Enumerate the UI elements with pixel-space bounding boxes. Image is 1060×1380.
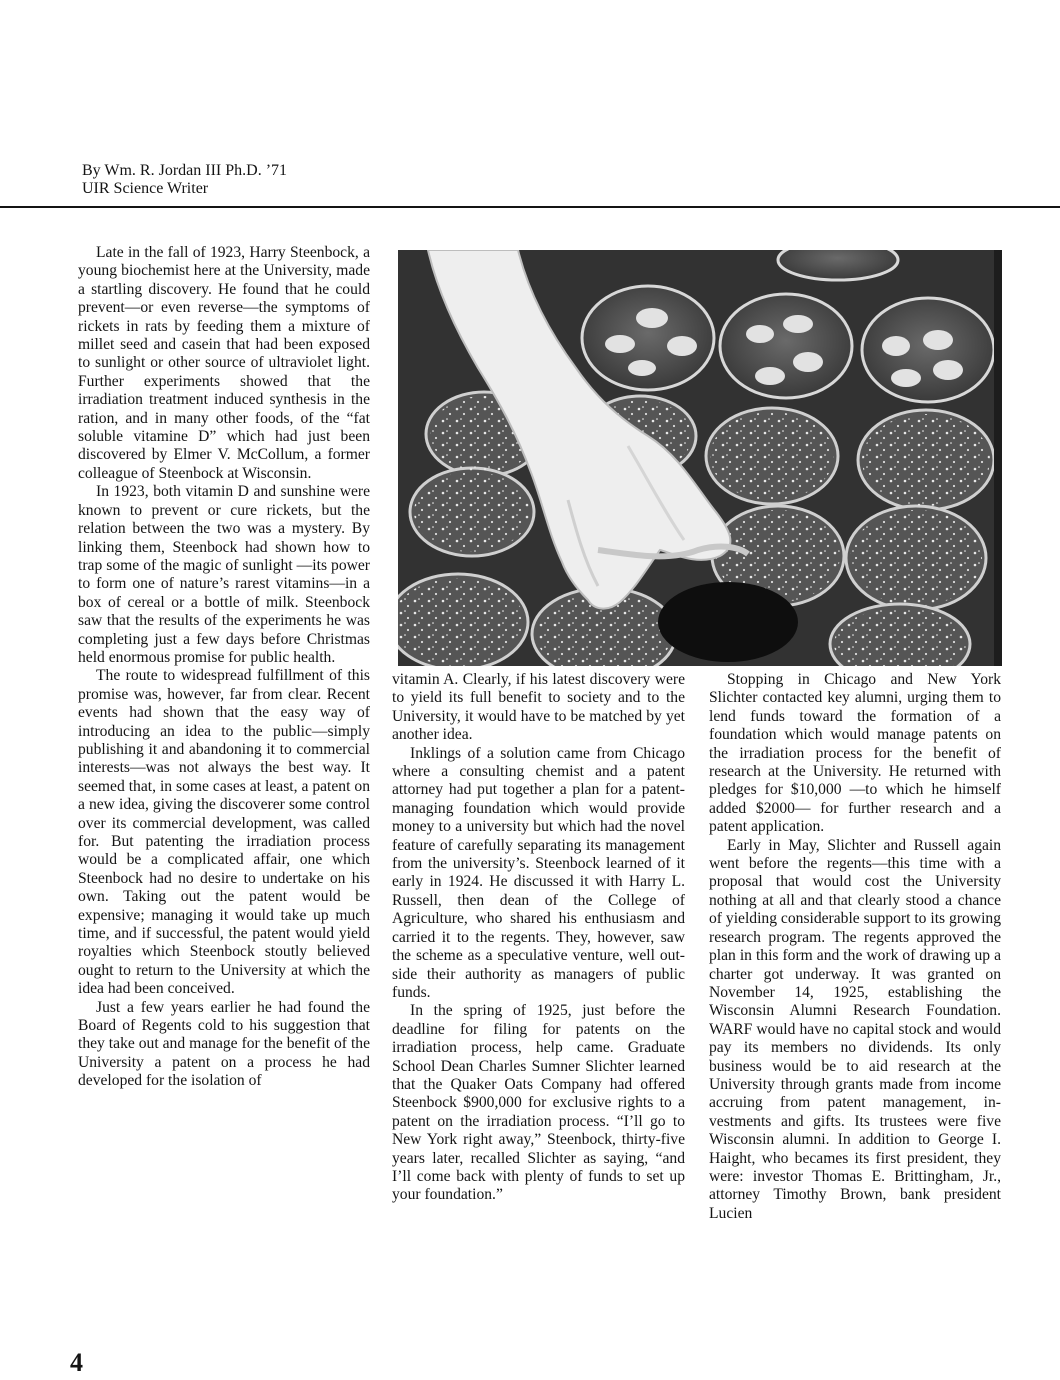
paragraph: Stopping in Chicago and New York Slichter contacted key alumni, urging them to lend funds toward the formation of a foundation which would manage patents on the irradiation process for the benefit of research at the University. He returned with pledges for $10,000 —to which he himself added $2000— for further research and a patent application. <box>709 671 1001 836</box>
paragraph: Just a few years earlier he had found the Board of Regents cold to his suggestion that they take out and manage for the benefit of the University a patent on a process he had developed for the isolation of <box>78 998 370 1090</box>
paragraph: Late in the fall of 1923, Harry Steenbock, a young biochemist here at the University, made a startling discovery. He found that he could prevent—or even reverse—the symptoms of rickets in rats by feeding them a mixture of millet seed and casein that had been exposed to sunlight or other source of ultraviolet light. Further experiments showed that the irradiation treatment induced synthesis in the ration, and in many other foods, of the “fat soluble vitamine D” which had just been discovered by Elmer V. McCollum, a former colleague of Steenbock at Wisconsin. <box>78 244 370 482</box>
paragraph: The route to widespread fulfillment of this promise was, however, far from clear. Recent events had shown that the easy way of introducing an idea to the public—simply publishing it and abandoning it to commercial interests—was not always the best way. It seemed that, in some cases at least, a patent on a new idea, giving the discoverer some control over its commercial development, was called for. But patenting the irradiation process would be a complicated affair, one which Steenbock had no desire to undertake on his own. Taking out the patent would be expensive; managing it would take up much time, and if successful, the patent would yield royalties which Steenbock stoutly believed ought to return to the University at which the idea had been conceived. <box>78 667 370 998</box>
page-number: 4 <box>70 1348 83 1377</box>
article-column-1 <box>78 244 370 1091</box>
paragraph: Inklings of a solution came from Chicago where a consulting chemist and a patent attorney had put together a plan for a patent-managing foundation which would provide money to a university but which had the novel feature of carefully separating its management from the university’s. Steenbock learned of it early in 1924. He discussed it with Harry L. Russell, then dean of the College of Agriculture, who shared his enthusiasm and carried it to the regents. They, however, saw the scheme as a speculative venture, well outside their authority as managers of public funds. <box>392 744 685 1001</box>
byline-author: By Wm. R. Jordan III Ph.D. ’71 <box>82 162 288 179</box>
petri-dishes-photo <box>398 250 1002 666</box>
petri-dishes-photo-icon <box>398 250 1002 666</box>
paragraph: Early in May, Slichter and Russell again went before the regents—this time with a proposal that would cost the University nothing at all and that clearly stood a chance of yielding considerable support to its growing research program. The regents approved the plan in this form and the work of drawing up a charter got underway. It was granted on November 14, 1925, establishing the Wisconsin Alumni Research Foundation. WARF would have no capital stock and would pay its members no dividends. Its only business would be to aid research at the University through grants made from income accruing from patent management, investments and gifts. Its trustees were five Wisconsin alumni. In addition to George I. Haight, who becames its first president, they were: investor Thomas E. Brittingham, Jr., attorney Timothy Brown, bank president Lucien <box>709 836 1001 1222</box>
header-rule <box>0 206 1060 208</box>
article-column-2 <box>392 671 685 1205</box>
article-column-3 <box>709 671 1001 1223</box>
byline <box>82 162 287 198</box>
byline-title: UIR Science Writer <box>82 180 209 197</box>
paragraph: vitamin A. Clearly, if his latest discovery were to yield its full benefit to society and to the University, it would have to be matched by yet another idea. <box>392 671 685 744</box>
paragraph: In the spring of 1925, just before the deadline for filing for patents on the irradiation process, help came. Graduate School Dean Charles Sumner Slichter learned that the Quaker Oats Company had offered Steenbock $900,000 for exclusive rights to a patent on the irradiation process. “I’ll go to New York right away,” Steenbock, thirty-five years later, recalled Slichter as saying, “and I’ll come back with plenty of funds to set up your foundation.” <box>392 1002 685 1204</box>
paragraph: In 1923, both vitamin D and sunshine were known to prevent or cure rickets, but the relation between the two was a mystery. By linking them, Steenbock had shown how to trap some of the magic of sunlight —its power to form one of nature’s rarest vitamins—in a box of cereal or a bottle of milk. Steenbock saw that the results of the experiments he was completing just a few days before Christmas held enormous promise for public health. <box>78 483 370 666</box>
